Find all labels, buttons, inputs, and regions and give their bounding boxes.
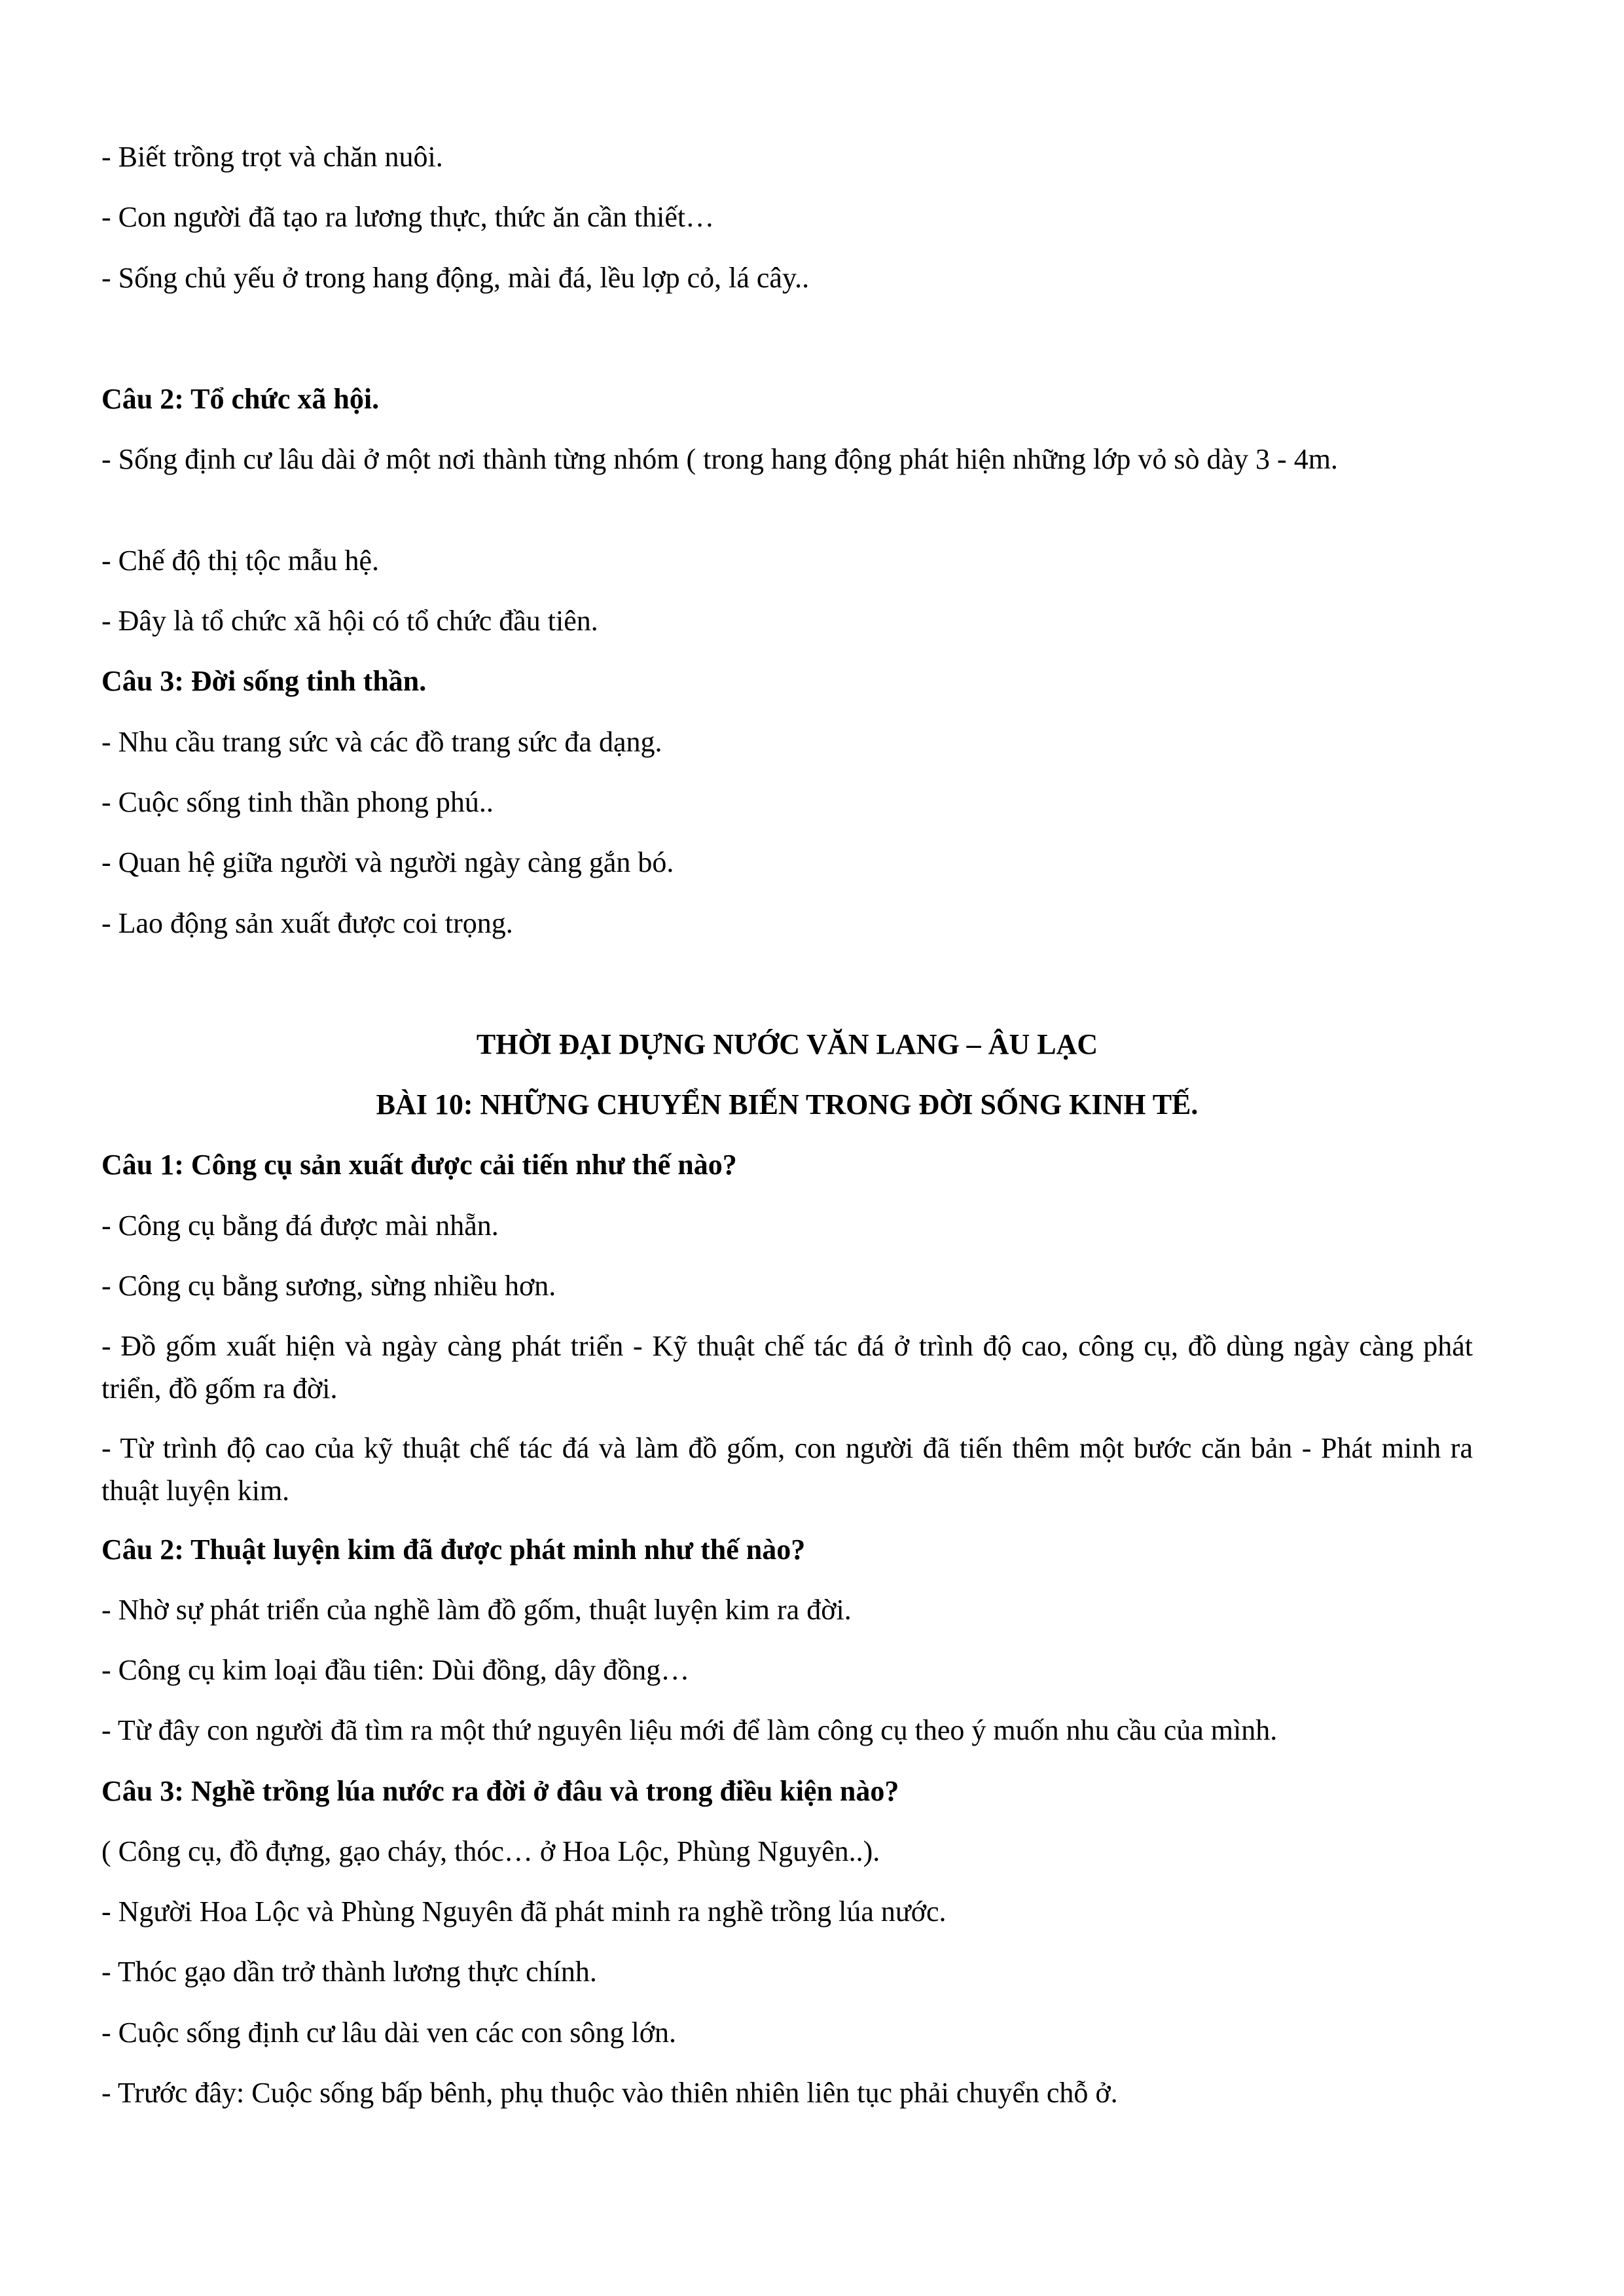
section-title: THỜI ĐẠI DỰNG NƯỚC VĂN LANG – ÂU LẠC [476, 1028, 1098, 1060]
question-heading: Câu 1: Công cụ sản xuất được cải tiến như thế nào? [101, 1149, 737, 1181]
text-line: - Chế độ thị tộc mẫu hệ. [101, 545, 380, 577]
question-heading: Câu 3: Đời sống tinh thần. [101, 665, 427, 697]
question-heading: Câu 2: Tổ chức xã hội. [101, 383, 380, 415]
text-line: - Quan hệ giữa người và người ngày càng gắn bó. [101, 846, 674, 878]
question-heading: Câu 3: Nghề trồng lúa nước ra đời ở đâu và trong điều kiện nào? [101, 1775, 899, 1807]
text-line: - Công cụ kim loại đầu tiên: Dùi đồng, dây đồng… [101, 1654, 690, 1686]
text-line: - Người Hoa Lộc và Phùng Nguyên đã phát minh ra nghề trồng lúa nước. [101, 1895, 947, 1928]
text-line: - Đồ gốm xuất hiện và ngày càng phát triển - Kỹ thuật chế tác đá ở trình độ cao, công cụ, đồ dùng ngày càng phát triển, đồ gốm ra đời. [101, 1330, 1473, 1405]
text-line: - Sống chủ yếu ở trong hang động, mài đá, lều lợp cỏ, lá cây.. [101, 262, 810, 294]
text-line: - Con người đã tạo ra lương thực, thức ăn cần thiết… [101, 201, 715, 233]
text-line: - Trước đây: Cuộc sống bấp bênh, phụ thuộc vào thiên nhiên liên tục phải chuyển chỗ ở. [101, 2077, 1118, 2109]
text-line: - Sống định cư lâu dài ở một nơi thành từng nhóm ( trong hang động phát hiện những lớp vỏ sò dày 3 - 4m. [101, 443, 1338, 475]
text-line: - Từ trình độ cao của kỹ thuật chế tác đá và làm đồ gốm, con người đã tiến thêm một bước căn bản - Phát minh ra thuật luyện kim. [101, 1432, 1473, 1507]
text-line: - Cuộc sống tinh thần phong phú.. [101, 786, 494, 818]
text-line: - Công cụ bằng đá được mài nhẵn. [101, 1210, 499, 1242]
question-heading: Câu 2: Thuật luyện kim đã được phát minh như thế nào? [101, 1534, 806, 1566]
text-line: - Biết trồng trọt và chăn nuôi. [101, 141, 443, 173]
text-line: - Cuộc sống định cư lâu dài ven các con sông lớn. [101, 2017, 677, 2049]
text-line: - Công cụ bằng sương, sừng nhiều hơn. [101, 1270, 556, 1302]
lesson-title: BÀI 10: NHỮNG CHUYỂN BIẾN TRONG ĐỜI SỐNG KINH TẾ. [376, 1088, 1199, 1121]
text-line: ( Công cụ, đồ đựng, gạo cháy, thóc… ở Hoa Lộc, Phùng Nguyên..). [101, 1835, 880, 1867]
text-line: - Lao động sản xuất được coi trọng. [101, 907, 513, 939]
text-line: - Nhu cầu trang sức và các đồ trang sức đa dạng. [101, 726, 662, 758]
text-line: - Nhờ sự phát triển của nghề làm đồ gốm, thuật luyện kim ra đời. [101, 1594, 852, 1626]
text-line: - Thóc gạo dần trở thành lương thực chính. [101, 1956, 597, 1988]
text-line: - Đây là tổ chức xã hội có tổ chức đầu tiên. [101, 605, 598, 637]
text-line: - Từ đây con người đã tìm ra một thứ nguyên liệu mới để làm công cụ theo ý muốn nhu cầu của mình. [101, 1714, 1278, 1746]
